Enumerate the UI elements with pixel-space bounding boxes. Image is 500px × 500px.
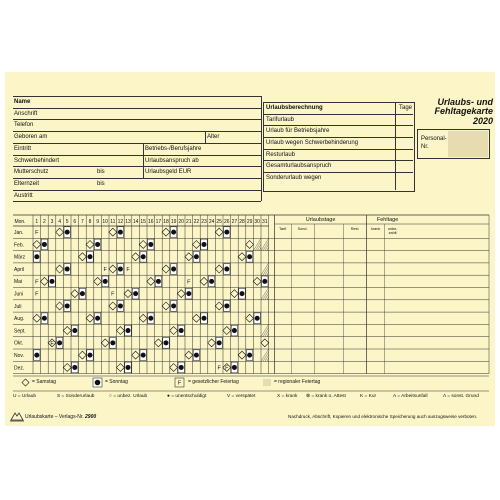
day-header-30: 30 <box>254 219 260 225</box>
legend-label-sonntag: = Sonntag <box>105 379 128 385</box>
day-header-20: 20 <box>178 219 184 225</box>
legend-code-4: V = verspätet <box>227 394 256 399</box>
saturday-marker <box>215 228 223 236</box>
holiday-marker-1: F <box>103 267 107 274</box>
footer-copyright: Nachdruck, Abschrift, Kopieren und elektronische Speicherung auch auszugsweise verboten. <box>288 414 478 419</box>
title-line-1: Urlaubs- und <box>437 97 493 107</box>
saturday-marker <box>132 351 140 359</box>
sunday-marker <box>133 291 138 296</box>
day-header-23: 23 <box>201 219 207 225</box>
invalid-day-hatch <box>265 330 269 336</box>
day-header-10: 10 <box>102 219 108 225</box>
holiday-marker-7: F <box>50 340 54 347</box>
invalid-day-hatch <box>261 324 269 336</box>
saturday-marker <box>238 351 246 359</box>
month-label-9: Okt. <box>14 340 24 347</box>
invalid-day-hatch <box>253 238 261 250</box>
sunday-marker <box>247 254 252 259</box>
saturday-marker <box>71 290 79 298</box>
sunday-marker <box>110 340 115 345</box>
month-label-2: März <box>14 254 26 261</box>
legend-code-6: ⊗ = krank o. Attest <box>306 394 346 399</box>
saturday-marker <box>109 228 117 236</box>
day-header-21: 21 <box>186 219 192 225</box>
summary-subheader-4-1: zahlt <box>388 231 397 235</box>
sunday-marker <box>217 340 222 345</box>
invalid-day-hatch <box>265 355 269 361</box>
saturday-marker <box>109 265 117 273</box>
month-label-8: Sept. <box>14 328 26 335</box>
sunday-marker <box>232 365 237 370</box>
saturday-marker <box>162 302 170 310</box>
month-label-1: Feb. <box>14 242 25 249</box>
legend-code-1: S = Sonderurlaub <box>57 394 95 399</box>
saturday-marker <box>170 363 178 371</box>
sunday-marker <box>262 279 267 284</box>
day-header-16: 16 <box>148 219 154 225</box>
day-header-4: 4 <box>58 219 61 225</box>
personal-nr-label: Personal- Nr. <box>421 136 447 151</box>
sunday-marker <box>171 303 176 308</box>
sunday-marker <box>126 328 131 333</box>
sunday-marker <box>57 340 62 345</box>
legend-code-0: U = Urlaub <box>13 394 37 399</box>
sunday-marker <box>65 230 70 235</box>
sunday-marker <box>65 267 70 272</box>
publisher-logo-icon <box>10 410 24 422</box>
sunday-marker <box>202 316 207 321</box>
holiday-marker-5: F <box>35 291 39 298</box>
sunday-marker <box>141 254 146 259</box>
sunday-marker <box>141 353 146 358</box>
sunday-marker <box>80 291 85 296</box>
footer-nr: 2900 <box>85 414 97 420</box>
saturday-marker <box>261 339 269 347</box>
day-header-17: 17 <box>155 219 162 225</box>
day-header-13: 13 <box>125 219 131 225</box>
holiday-marker-2: F <box>126 267 130 274</box>
sunday-marker <box>126 365 131 370</box>
sunday-marker <box>247 353 252 358</box>
sunday-marker <box>171 267 176 272</box>
day-header-3: 3 <box>50 219 54 225</box>
day-header-12: 12 <box>117 219 124 225</box>
day-header-31: 31 <box>262 219 268 225</box>
sunday-marker <box>95 316 100 321</box>
urlaub-row-1: Urlaub für Betriebsjahre <box>266 128 330 135</box>
saturday-marker <box>139 314 147 322</box>
sunday-marker <box>179 365 184 370</box>
sunday-marker <box>118 267 123 272</box>
day-header-14: 14 <box>132 219 139 225</box>
sunday-marker <box>148 242 153 247</box>
day-header-15: 15 <box>140 219 146 225</box>
field-label-1: Anschrift <box>14 110 38 117</box>
calendar-grid <box>5 72 495 426</box>
saturday-marker <box>154 339 162 347</box>
field-label-8: Austritt <box>14 192 33 199</box>
legend-code-2: ○ = unbez. Urlaub <box>109 394 148 399</box>
saturday-marker <box>56 228 64 236</box>
sunday-marker <box>224 303 229 308</box>
summary-subheader-4-0: unbe- <box>387 227 398 231</box>
day-header-22: 22 <box>193 219 200 225</box>
saturday-marker <box>246 240 254 248</box>
saturday-marker <box>208 339 216 347</box>
legend-code-3: ● = unentschuldigt <box>167 394 207 399</box>
day-header-25: 25 <box>216 219 222 225</box>
day-header-28: 28 <box>239 219 245 225</box>
sunday-marker <box>88 353 93 358</box>
sunday-marker <box>194 353 199 358</box>
day-header-11: 11 <box>110 219 116 225</box>
summary-subheader-2-0: Rest <box>350 227 359 231</box>
footer-left <box>25 415 96 420</box>
saturday-marker <box>185 253 193 261</box>
saturday-marker <box>63 363 71 371</box>
saturday-marker <box>109 302 117 310</box>
holiday-marker-4: F <box>187 279 191 286</box>
saturday-marker <box>246 314 254 322</box>
legend-label-samstag: = Samstag <box>32 379 57 385</box>
saturday-marker <box>94 277 102 285</box>
summary-subheader-1-0: Sond. <box>297 227 308 231</box>
legend-label-regional: = regionaler Feiertag <box>274 379 321 385</box>
field-label2-5: Urlaubsanspruch ab <box>145 157 199 164</box>
month-label-3: April <box>14 266 25 273</box>
invalid-day-hatch <box>261 238 269 250</box>
month-label-5: Juni <box>14 291 24 298</box>
field-mid-7: bis <box>97 180 105 187</box>
saturday-marker <box>63 327 71 335</box>
urlaubstage-header: Urlaubstage <box>305 217 336 223</box>
sunday-marker <box>50 279 55 284</box>
saturday-marker <box>139 240 147 248</box>
title-line-2: Fehltagekarte <box>434 106 493 117</box>
sunday-marker <box>42 242 47 247</box>
saturday-marker <box>185 351 193 359</box>
saturday-marker <box>86 314 94 322</box>
field-label-0: Name <box>14 99 31 105</box>
sunday-marker <box>95 242 100 247</box>
field-label2-3: Alter <box>207 134 220 141</box>
invalid-day-hatch <box>261 263 269 275</box>
invalid-day-hatch <box>265 244 269 250</box>
sunday-marker <box>72 365 77 370</box>
sunday-marker <box>232 328 237 333</box>
sunday-marker <box>72 328 77 333</box>
sunday-marker <box>164 340 169 345</box>
sunday-marker <box>186 291 191 296</box>
saturday-marker <box>200 277 208 285</box>
day-header-18: 18 <box>163 219 169 225</box>
saturday-marker <box>33 314 41 322</box>
sunday-marker <box>224 267 229 272</box>
saturday-marker <box>56 265 64 273</box>
fehltage-header: Fehltage <box>376 217 399 223</box>
saturday-marker <box>86 240 94 248</box>
field-label-6: Mutterschutz <box>14 169 49 176</box>
urlaub-row-4: Gesamturlaubsanspruch <box>266 163 332 170</box>
saturday-marker <box>116 327 124 335</box>
month-label-11: Dez. <box>14 365 25 372</box>
day-header-9: 9 <box>96 219 99 225</box>
sunday-marker <box>179 328 184 333</box>
day-header-2: 2 <box>43 219 46 225</box>
saturday-marker <box>170 327 178 335</box>
sunday-marker <box>224 230 229 235</box>
saturday-marker <box>101 339 109 347</box>
summary-subheader-0-0: Tarif <box>279 227 287 231</box>
sunday-marker <box>65 303 70 308</box>
legend-code-5: X = krank <box>277 394 298 399</box>
sunday-marker <box>34 254 39 259</box>
month-label-7: Aug. <box>14 316 25 323</box>
tage-header: Tage <box>399 104 413 111</box>
saturday-marker <box>192 314 200 322</box>
saturday-marker <box>215 302 223 310</box>
legend-code-9: Λ = sonst. Grund <box>443 394 479 399</box>
sunday-marker <box>209 279 214 284</box>
title-year: 2020 <box>472 115 493 126</box>
sunday-marker <box>34 353 39 358</box>
day-header-6: 6 <box>73 219 77 225</box>
saturday-marker <box>162 228 170 236</box>
month-label-4: Mai <box>14 279 23 286</box>
field-label-7: Elternzeit <box>14 180 40 187</box>
month-label-10: Nov. <box>14 353 24 359</box>
mon-label: Mon. <box>14 219 26 225</box>
summary-subheader-3-0: krank <box>370 227 381 231</box>
invalid-day-hatch <box>265 294 269 300</box>
urlaub-row-2: Urlaub wegen Schwerbehinderung <box>266 139 359 146</box>
saturday-marker <box>56 302 64 310</box>
day-header-19: 19 <box>170 219 177 225</box>
saturday-marker <box>238 253 246 261</box>
legend-label-feiertag: = gesetzlicher Feiertag <box>188 379 239 385</box>
sunday-marker <box>255 316 260 321</box>
day-header-29: 29 <box>246 219 253 225</box>
day-header-24: 24 <box>208 219 215 225</box>
field-label2-4: Betriebs-/Berufsjahre <box>145 145 202 152</box>
sunday-marker <box>202 242 207 247</box>
urlaubsberechnung-header: Urlaubsberechnung <box>266 104 323 111</box>
saturday-marker <box>124 290 132 298</box>
sunday-marker <box>171 230 176 235</box>
saturday-marker <box>230 290 238 298</box>
legend-samstag-icon <box>22 379 29 386</box>
saturday-marker <box>253 277 261 285</box>
sunday-marker <box>118 303 123 308</box>
invalid-day-hatch <box>261 288 269 300</box>
sunday-marker <box>42 316 47 321</box>
saturday-marker <box>78 351 86 359</box>
holiday-marker-6: F <box>111 291 115 298</box>
holiday-marker-0: F <box>35 230 39 237</box>
holiday-marker-3: F <box>35 279 39 286</box>
invalid-day-hatch <box>257 244 261 250</box>
sunday-marker <box>156 279 161 284</box>
field-label-4: Eintritt <box>14 145 32 152</box>
saturday-marker <box>192 240 200 248</box>
saturday-marker <box>78 253 86 261</box>
legend-regional-icon <box>263 379 271 386</box>
day-header-8: 8 <box>88 219 92 225</box>
holiday-marker-9: F <box>225 365 229 372</box>
sunday-marker <box>88 254 93 259</box>
invalid-day-hatch <box>261 349 269 361</box>
sunday-marker <box>240 291 245 296</box>
legend-code-7: K = Kur <box>360 394 377 399</box>
saturday-marker <box>215 265 223 273</box>
urlaub-row-5: Sonderurlaub wegen <box>266 175 322 182</box>
sunday-marker <box>118 230 123 235</box>
saturday-marker <box>132 253 140 261</box>
sunday-marker <box>103 279 108 284</box>
day-header-5: 5 <box>65 219 69 225</box>
field-label2-6: Urlaubsgeld EUR <box>145 169 192 176</box>
day-header-1: 1 <box>35 219 39 225</box>
sunday-marker <box>194 254 199 259</box>
saturday-marker <box>40 277 48 285</box>
invalid-day-hatch <box>265 269 269 275</box>
field-label-3: Geboren am <box>14 134 48 141</box>
saturday-marker <box>116 363 124 371</box>
sunday-marker <box>148 316 153 321</box>
urlaub-row-3: Resturlaub <box>266 151 296 158</box>
urlaub-row-0: Tarifurlaub <box>266 116 295 123</box>
saturday-marker <box>162 265 170 273</box>
legend-feiertag-icon: F <box>177 380 182 387</box>
month-label-6: Juli <box>14 303 22 310</box>
field-label-2: Telefon <box>14 122 34 129</box>
footer-label: Urlaubskarte – Verlags-Nr. <box>25 414 84 420</box>
saturday-marker <box>223 327 231 335</box>
day-header-7: 7 <box>81 219 84 225</box>
field-label-5: Schwerbehindert <box>14 157 60 164</box>
holiday-marker-8: F <box>217 365 221 372</box>
legend-sonntag-icon <box>95 380 101 386</box>
saturday-marker <box>177 290 185 298</box>
field-mid-6: bis <box>97 169 105 176</box>
day-header-26: 26 <box>224 219 230 225</box>
month-label-0: Jan. <box>14 230 24 236</box>
vacation-card <box>5 72 495 426</box>
saturday-marker <box>33 240 41 248</box>
saturday-marker <box>147 277 155 285</box>
day-header-27: 27 <box>231 219 238 225</box>
legend-code-8: A = Arbeitsunfall <box>393 394 428 399</box>
